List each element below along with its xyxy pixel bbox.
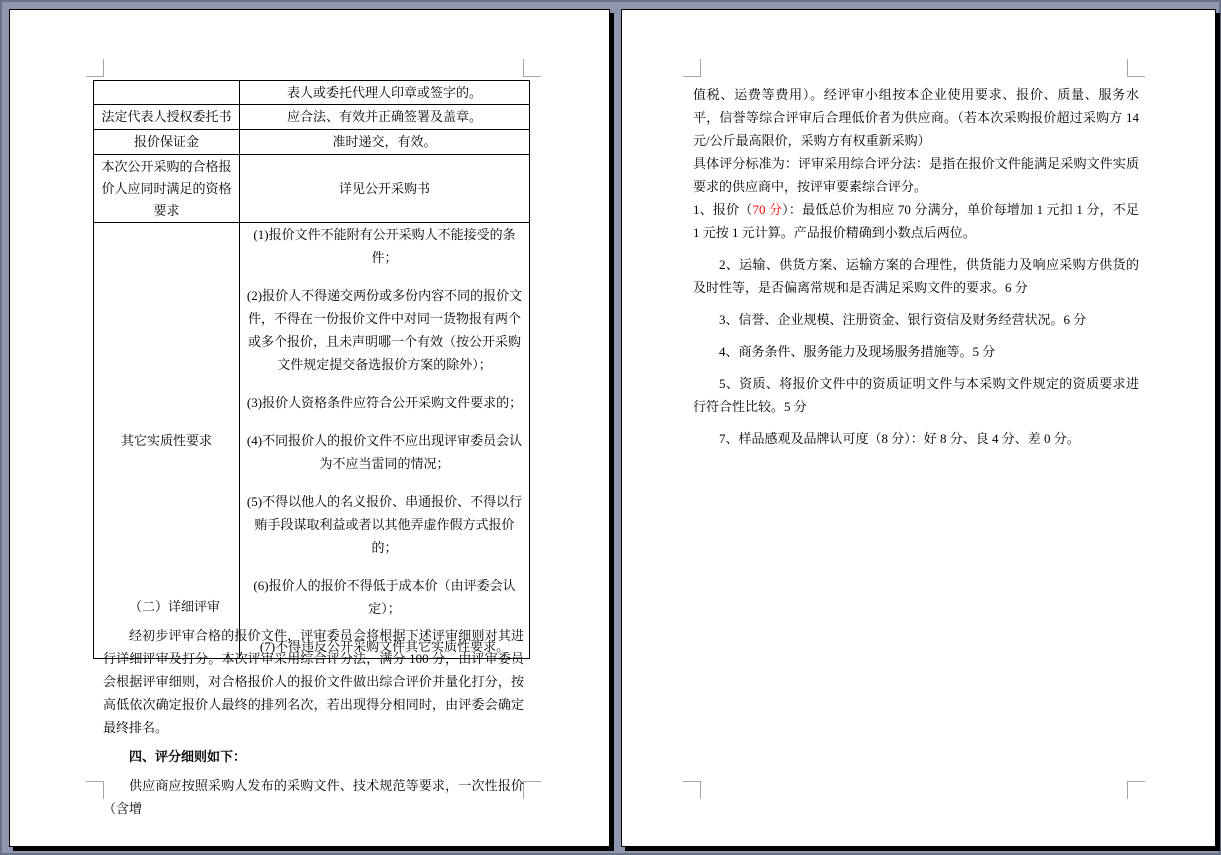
margin-mark-top-left <box>86 59 104 77</box>
requirements-table <box>93 80 530 659</box>
requirement-item-5: (5)不得以他人的名义报价、串通报价、不得以行贿手段谋取利益或者以其他弄虚作假方式报价的； <box>246 494 523 555</box>
table-row <box>94 223 530 659</box>
margin-mark-bottom-right <box>1127 781 1145 799</box>
table-row <box>94 105 530 130</box>
requirement-item-2: (2)报价人不得递交两份或多份内容不同的报价文件，不得在一份报价文件中对同一货物报有两个或多个报价，且未声明哪一个有效（按公开采购文件规定提交备选报价方案的除外）； <box>246 288 523 372</box>
row-content-cell: 详见公开采购书 <box>240 155 530 223</box>
score-item-price-points: 70 分 <box>752 202 783 217</box>
requirement-item-4: (4)不同报价人的报价文件不应出现评审委员会认为不应当雷同的情况； <box>246 433 523 471</box>
paragraph-supplier: 供应商应按照采购人发布的采购文件、技术规范等要求，一次性报价（含增 <box>103 778 524 816</box>
table-row <box>94 130 530 155</box>
table-row <box>94 155 530 223</box>
row-content-cell: 应合法、有效并正确签署及盖章。 <box>240 105 530 130</box>
paragraph-criteria: 具体评分标准为：评审采用综合评分法：是指在报价文件能满足采购文件实质要求的供应商中，按评审要素综合评分。 <box>693 156 1139 194</box>
row-content-cell: 表人或委托代理人印章或签字的。 <box>240 81 530 105</box>
score-item-qualification: 5、资质、将报价文件中的资质证明文件与本采购文件规定的资质要求进行符合性比较。5 分 <box>693 376 1139 414</box>
row-content-cell: 准时递交，有效。 <box>240 130 530 155</box>
table-row <box>94 81 530 105</box>
page1-body-text <box>103 595 524 820</box>
row-label-cell: 法定代表人授权委托书 <box>94 105 240 130</box>
margin-mark-top-right <box>523 59 541 77</box>
document-page-1[interactable] <box>9 9 610 847</box>
paragraph-continuation: 值税、运费等费用）。经评审小组按本企业使用要求、报价、质量、服务水平，信誉等综合评审后合理低价者为供应商。（若本次采购报价超过采购方 14 元/公斤最高限价，采购方有权重新采购） <box>693 87 1139 148</box>
row-label-cell: 本次公开采购的合格报价人应同时满足的资格要求 <box>94 155 240 223</box>
score-item-business: 4、商务条件、服务能力及现场服务措施等。5 分 <box>719 344 996 359</box>
score-item-reputation: 3、信誉、企业规模、注册资金、银行资信及财务经营状况。6 分 <box>719 312 1087 327</box>
heading-scoring-rules: 四、评分细则如下： <box>129 749 247 764</box>
margin-mark-bottom-right <box>523 781 541 799</box>
heading-detail-review: （二）详细评审 <box>129 599 221 614</box>
document-page-2[interactable] <box>621 9 1216 847</box>
margin-mark-top-right <box>1127 59 1145 77</box>
row-label-cell: 其它实质性要求 <box>94 223 240 659</box>
margin-mark-bottom-left <box>683 781 701 799</box>
requirement-item-6: (6)报价人的报价不得低于成本价（由评委会认定）； <box>253 578 516 616</box>
row-label-cell <box>94 81 240 105</box>
score-item-price-prefix: 1、报价（ <box>693 202 753 217</box>
page2-body-text <box>693 83 1139 450</box>
row-content-cell <box>240 223 530 659</box>
paragraph-detail-review: 经初步评审合格的报价文件，评审委员会将根据下述评审细则对其进行详细评审及打分。本次评审采用综合评分法，满分 100 分，由评审委员会根据评审细则，对合格报价人的报价文件做出综合评价并量化打分，按高低依次确定报价人最终的排列名次，若出现得分相同时，由评委会确定最终排名。 <box>103 628 524 735</box>
margin-mark-bottom-left <box>86 781 104 799</box>
score-item-transport: 2、运输、供货方案、运输方案的合理性，供货能力及响应采购方供货的及时性等，是否偏离常规和是否满足采购文件的要求。6 分 <box>693 257 1139 295</box>
requirement-item-3: (3)报价人资格条件应符合公开采购文件要求的； <box>246 395 523 410</box>
row-label-cell: 报价保证金 <box>94 130 240 155</box>
margin-mark-top-left <box>683 59 701 77</box>
score-item-sample: 7、样品感观及品牌认可度（8 分）：好 8 分、良 4 分、差 0 分。 <box>719 431 1080 446</box>
requirement-item-7: (7)不得违反公开采购文件其它实质性要求。 <box>259 639 510 654</box>
score-item-price <box>693 198 1139 244</box>
score-item-price-suffix: ）：最低总价为相应 70 分满分，单价每增加 1 元扣 1 分，不足 1 元按 1 元计算。产品报价精确到小数点后两位。 <box>693 202 1139 240</box>
requirement-item-1: (1)报价文件不能附有公开采购人不能接受的条件； <box>253 227 516 265</box>
